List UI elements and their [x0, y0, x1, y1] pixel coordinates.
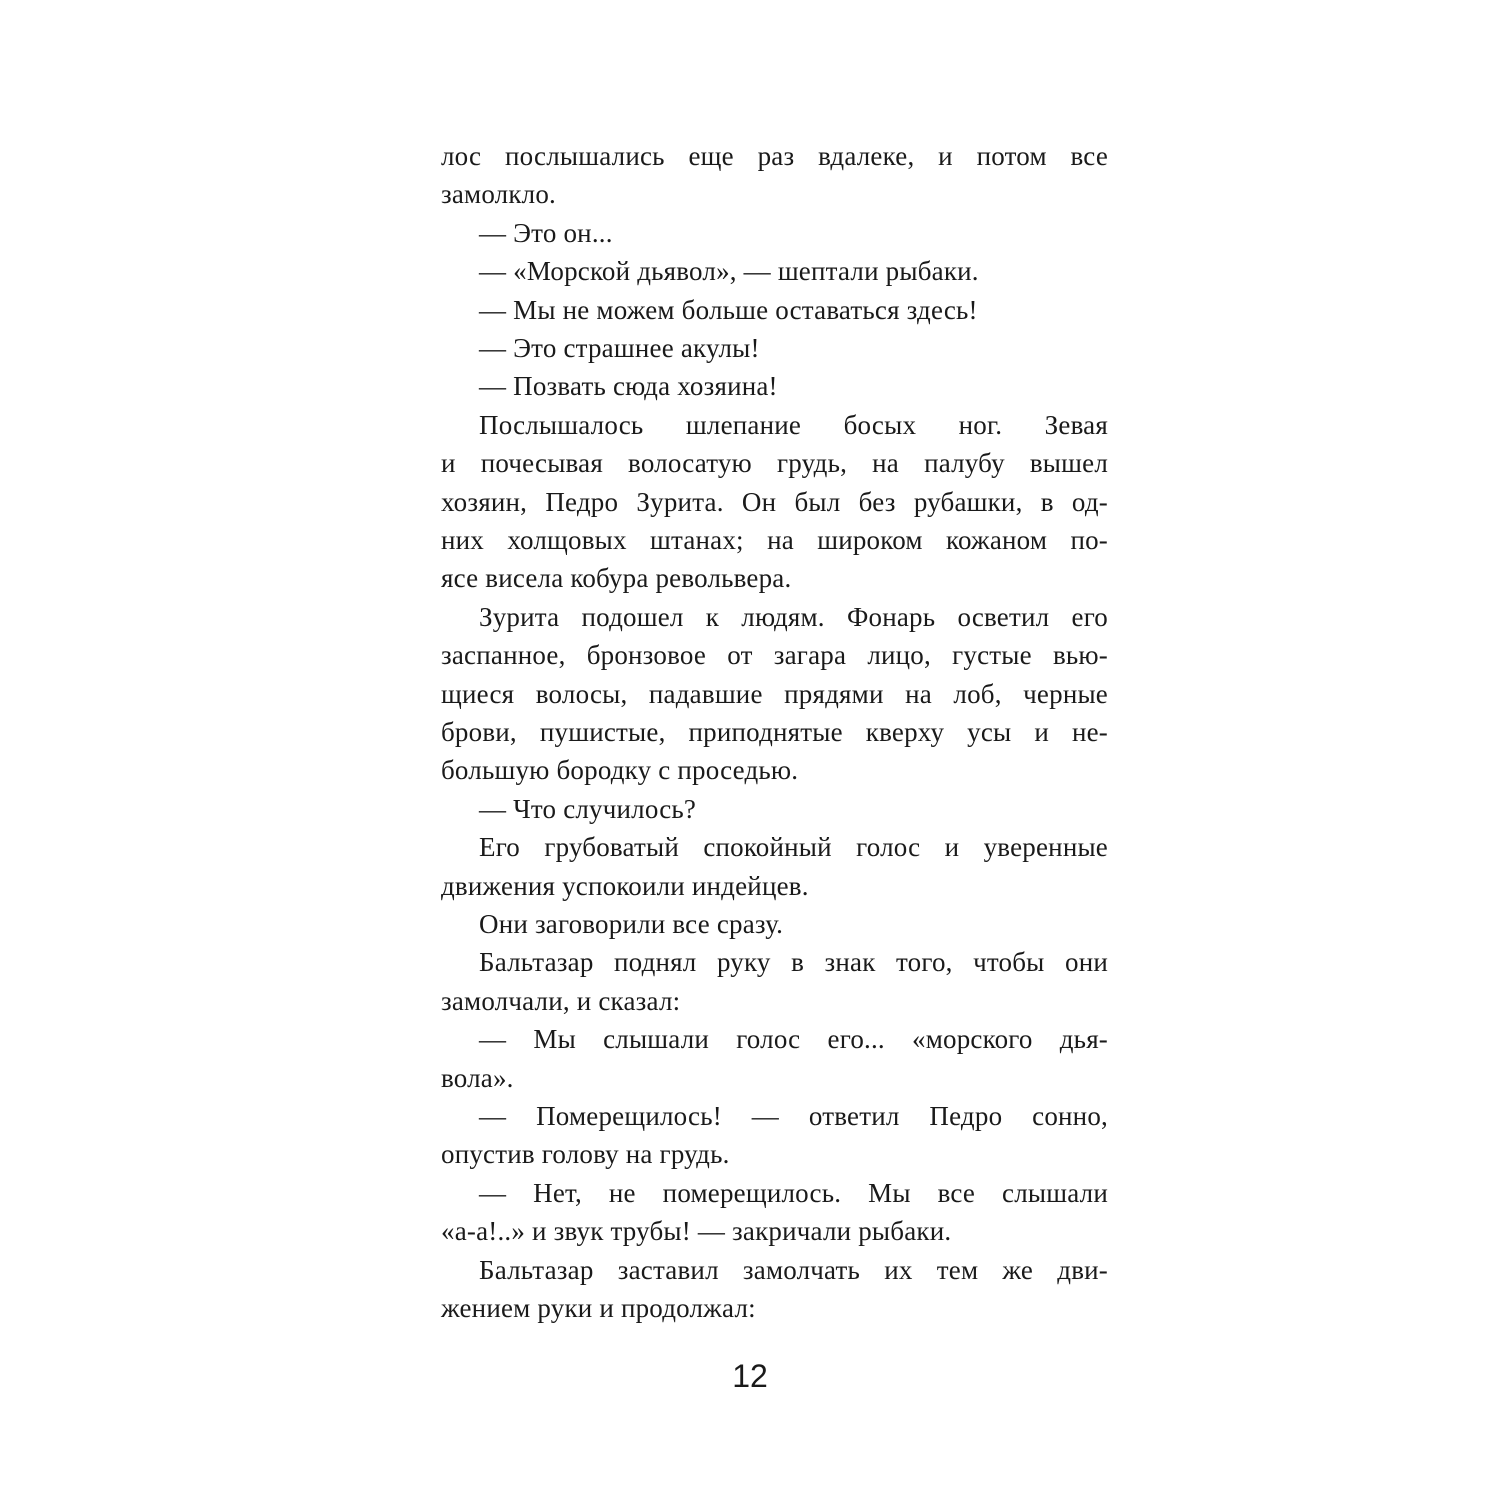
paragraph-start-line: Они заговорили все сразу. [479, 909, 784, 939]
text-line: вола». [441, 1062, 514, 1093]
paragraph-start-line: Его грубоватый спокойный голос и уверенные [479, 832, 1108, 863]
text-line: «а-а!..» и звук трубы! — закричали рыбаки. [441, 1216, 952, 1247]
text-line: ясе висела кобура револьвера. [441, 563, 792, 594]
paragraph-start-line: Послышалось шлепание босых ног. Зевая [479, 409, 1108, 440]
dialogue-line: — «Морской дьявол», — шептали рыбаки. [479, 256, 979, 287]
text-line: и почесывая волосатую грудь, на палубу вышел [441, 448, 1108, 479]
text-line: большую бородку с проседью. [441, 755, 799, 786]
text-line: заспанное, бронзовое от загара лицо, густые вью- [441, 640, 1108, 671]
paragraph-start-line: Бальтазар поднял руку в знак того, чтобы они [479, 947, 1108, 978]
paragraph-start-line: Бальтазар заставил замолчать их тем же дви- [479, 1254, 1108, 1285]
dialogue-line: — Что случилось? [479, 793, 697, 824]
text-line: опустив голову на грудь. [441, 1139, 730, 1170]
dialogue-line: — Померещилось! — ответил Педро сонно, [479, 1101, 1108, 1131]
dialogue-line: — Нет, не померещилось. Мы все слышали [479, 1177, 1108, 1208]
text-line: замолкло. [441, 179, 556, 210]
dialogue-line: — Мы слышали голос его... «морского дья- [479, 1024, 1108, 1055]
text-line: них холщовых штанах; на широком кожаном по- [441, 525, 1108, 555]
dialogue-line: — Мы не можем больше оставаться здесь! [479, 294, 978, 325]
text-line: замолчали, и сказал: [441, 985, 681, 1016]
text-line: жением руки и продолжал: [441, 1293, 756, 1323]
dialogue-line: — Это он... [479, 217, 613, 248]
text-line: хозяин, Педро Зурита. Он был без рубашки, в од- [441, 486, 1108, 517]
text-line: брови, пушистые, приподнятые кверху усы и не- [441, 717, 1108, 747]
page-number: 12 [732, 1358, 768, 1394]
dialogue-line: — Позвать сюда хозяина! [479, 371, 778, 402]
text-line: движения успокоили индейцев. [441, 870, 809, 901]
text-line: щиеся волосы, падавшие прядями на лоб, черные [441, 678, 1108, 709]
paragraph-start-line: Зурита подошел к людям. Фонарь осветил его [479, 601, 1108, 632]
text-line: лос послышались еще раз вдалеке, и потом все [441, 141, 1108, 171]
dialogue-line: — Это страшнее акулы! [479, 333, 760, 363]
